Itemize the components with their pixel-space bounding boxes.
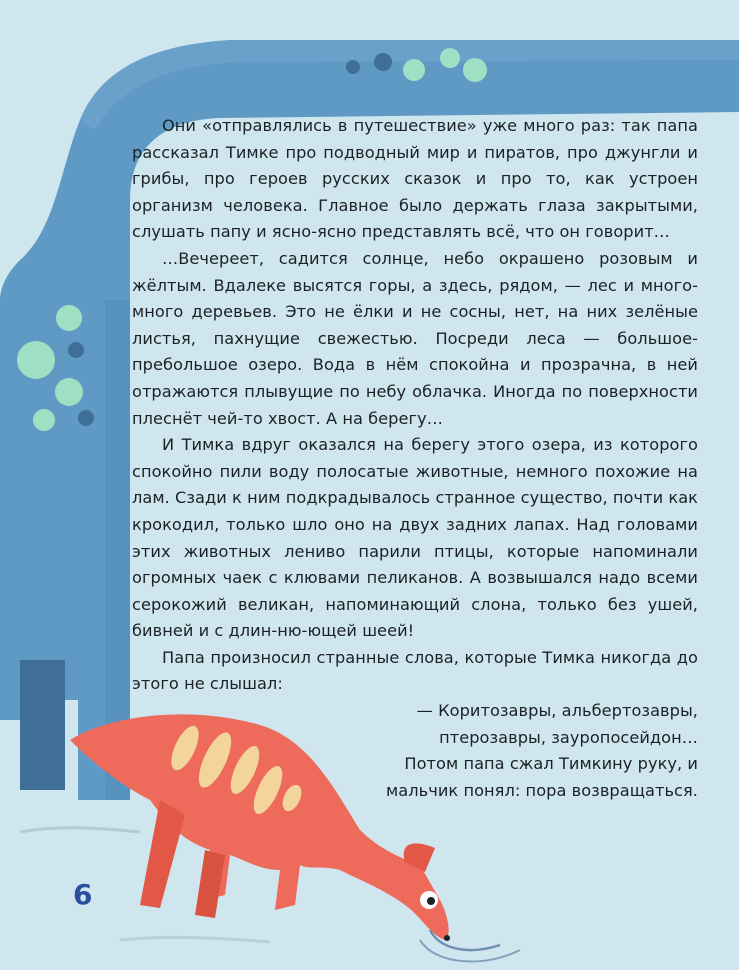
paragraph: Потом папа сжал Тимкину руку, и мальчик понял: пора возвращаться. (386, 754, 698, 800)
neck-spot (55, 378, 83, 406)
neck-spot (463, 58, 487, 82)
neck-spot (56, 305, 82, 331)
neck-spot (68, 342, 84, 358)
neck-spot (440, 48, 460, 68)
sauropod-leg (20, 660, 65, 790)
neck-spot (78, 410, 94, 426)
neck-spot (374, 53, 392, 71)
paragraph: …Вечереет, садится солнце, небо окрашено розовым и жёлтым. Вдалеке высятся горы, а здесь, рядом, — лес и много-много деревьев. Это не ёлки и не сосны, нет, на них зелёные листья, пахнущие свежестью. Посреди леса — большое-пребольшое озеро. Вода в нём спокойна и прозрачна, в ней отражаются плывущие по небу облачка. Иногда по поверхности плеснёт чей-то хвост. А на берегу… (132, 248, 698, 428)
neck-spot (346, 60, 360, 74)
story-text (132, 113, 698, 804)
neck-spot (17, 341, 55, 379)
dinosaur-leg (140, 800, 185, 908)
paragraph: И Тимка вдруг оказался на берегу этого озера, из которого спокойно пили воду полосатые животные, немного похожие на лам. Сзади к ним подкрадывалось странное существо, почти как крокодил, только шло оно на двух задних лапах. Над головами этих животных лениво парили птицы, которые напоминали огромных чаек с клювами пеликанов. А возвышался надо всеми серокожий великан, напоминающий слона, только без ушей, бивней и с длин-ню-ющей шеей! (132, 435, 698, 641)
dialogue-line: — Коритозавры, альбертозавры, птерозавры, зауропосейдон… (416, 701, 698, 747)
page-number: 6 (73, 878, 93, 911)
neck-spot (403, 59, 425, 81)
neck-spot (33, 409, 55, 431)
paragraph: Папа произносил странные слова, которые Тимка никогда до этого не слышал: (132, 647, 698, 694)
water-ripple (120, 937, 270, 942)
paragraph: Они «отправлялись в путешествие» уже много раз: так папа рассказал Тимке про подводный мир и пиратов, про джунгли и грибы, про героев русских сказок и про то, как устроен организм человека. Главное было держать глаза закрытыми, слушать папу и ясно-ясно представлять всё, что он говорит… (132, 116, 698, 242)
dinosaur-nostril (444, 935, 450, 941)
water-ripple (20, 828, 140, 832)
dinosaur-pupil (427, 897, 435, 905)
